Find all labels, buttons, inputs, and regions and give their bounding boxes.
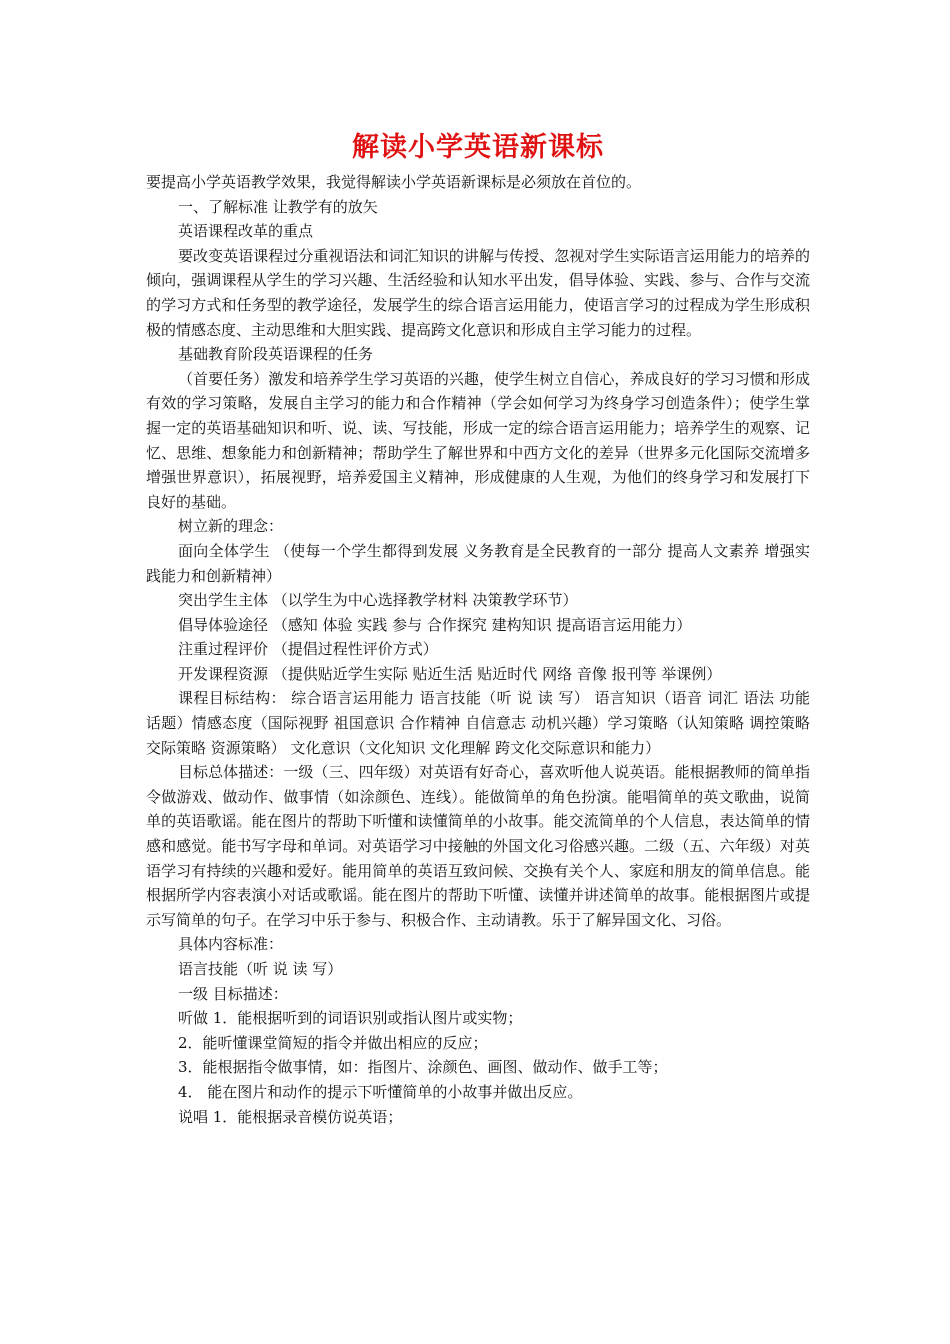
subheading-course-tasks: 基础教育阶段英语课程的任务 bbox=[178, 345, 374, 364]
list-item: 2．能听懂课堂简短的指令并做出相应的反应； bbox=[178, 1033, 488, 1052]
intro-paragraph: 要提高小学英语教学效果，我觉得解读小学英语新课标是必须放在首位的。 bbox=[146, 173, 642, 191]
list-item: 说唱 1．能根据录音模仿说英语； bbox=[178, 1107, 403, 1126]
concept-item: 开发课程资源 （提供贴近学生实际 贴近生活 贴近时代 网络 音像 报刊等 举课例） bbox=[178, 664, 722, 683]
list-item: 4． 能在图片和动作的提示下听懂简单的小故事并做出反应。 bbox=[178, 1082, 583, 1101]
concept-item: 突出学生主体 （以学生为中心选择教学材料 决策教学环节） bbox=[178, 591, 578, 610]
list-item: 3．能根据指令做事情，如：指图片、涂颜色、画图、做动作、做手工等； bbox=[178, 1058, 668, 1077]
subheading-reform-focus: 英语课程改革的重点 bbox=[178, 222, 314, 241]
paragraph-goal-structure: 课程目标结构： 综合语言运用能力 语言技能（听 说 读 写） 语言知识（语音 词汇 语法 功能 话题）情感态度（国际视野 祖国意识 合作精神 自信意志 动机兴趣）学习策略（认知策略 调控策略 交际策略 资源策略） 文化意识（文化知识 文化理解 跨文化交际意识和能力） bbox=[146, 689, 810, 757]
subheading-language-skills: 语言技能（听 说 读 写） bbox=[178, 960, 343, 978]
list-item: 听做 1．能根据听到的词语识别或指认图片或实物； bbox=[178, 1009, 523, 1028]
paragraph-goal-description: 目标总体描述：一级（三、四年级）对英语有好奇心，喜欢听他人说英语。能根据教师的简单指令做游戏、做动作、做事情（如涂颜色、连线）。能做简单的角色扮演。能唱简单的英文歌曲，说简单的英语歌谣。能在图片的帮助下听懂和读懂简单的小故事。能交流简单的个人信息，表达简单的情感和感觉。能书写字母和单词。对英语学习中接触的外国文化习俗感兴趣。二级（五、六年级）对英语学习有持续的兴趣和爱好。能用简单的英语互致问候、交换有关个人、家庭和朋友的简单信息。能根据所学内容表演小对话或歌谣。能在图片的帮助下听懂、读懂并讲述简单的故事。能根据图片或提示写简单的句子。在学习中乐于参与、积极合作、主动请教。乐于了解异国文化、习俗。 bbox=[146, 763, 810, 929]
concept-item: 面向全体学生 （使每一个学生都得到发展 义务教育是全民教育的一部分 提高人文素养 增强实践能力和创新精神） bbox=[146, 541, 810, 585]
subheading-content-standards: 具体内容标准： bbox=[178, 935, 284, 954]
subheading-level-one: 一级 目标描述： bbox=[178, 984, 288, 1003]
subheading-new-concepts: 树立新的理念： bbox=[178, 517, 284, 536]
concept-item: 倡导体验途径 （感知 体验 实践 参与 合作探究 建构知识 提高语言运用能力） bbox=[178, 615, 692, 634]
paragraph-reform-focus: 要改变英语课程过分重视语法和词汇知识的讲解与传授、忽视对学生实际语言运用能力的培养的倾向，强调课程从学生的学习兴趣、生活经验和认知水平出发，倡导体验、实践、参与、合作与交流的学习方式和任务型的教学途径，发展学生的综合语言运用能力，使语言学习的过程成为学生形成积极的情感态度、主动思维和大胆实践、提高跨文化意识和形成自主学习能力的过程。 bbox=[146, 246, 810, 339]
paragraph-course-tasks: （首要任务）激发和培养学生学习英语的兴趣，使学生树立自信心，养成良好的学习习惯和形成有效的学习策略，发展自主学习的能力和合作精神（学会如何学习为终身学习创造条件）；使学生掌握一定的英语基础知识和听、说、读、写技能，形成一定的综合语言运用能力；培养学生的观察、记忆、思维、想象能力和创新精神；帮助学生了解世界和中西方文化的差异（世界多元化国际交流增多 增强世界意识），拓展视野，培养爱国主义精神，形成健康的人生观，为他们的终身学习和发展打下良好的基础。 bbox=[146, 369, 810, 511]
document-page bbox=[146, 128, 810, 1129]
concept-item: 注重过程评价 （提倡过程性评价方式） bbox=[178, 640, 438, 659]
document-title: 解读小学英语新课标 bbox=[352, 132, 604, 163]
section-heading-1: 一、了解标准 让教学有的放矢 bbox=[178, 197, 378, 216]
